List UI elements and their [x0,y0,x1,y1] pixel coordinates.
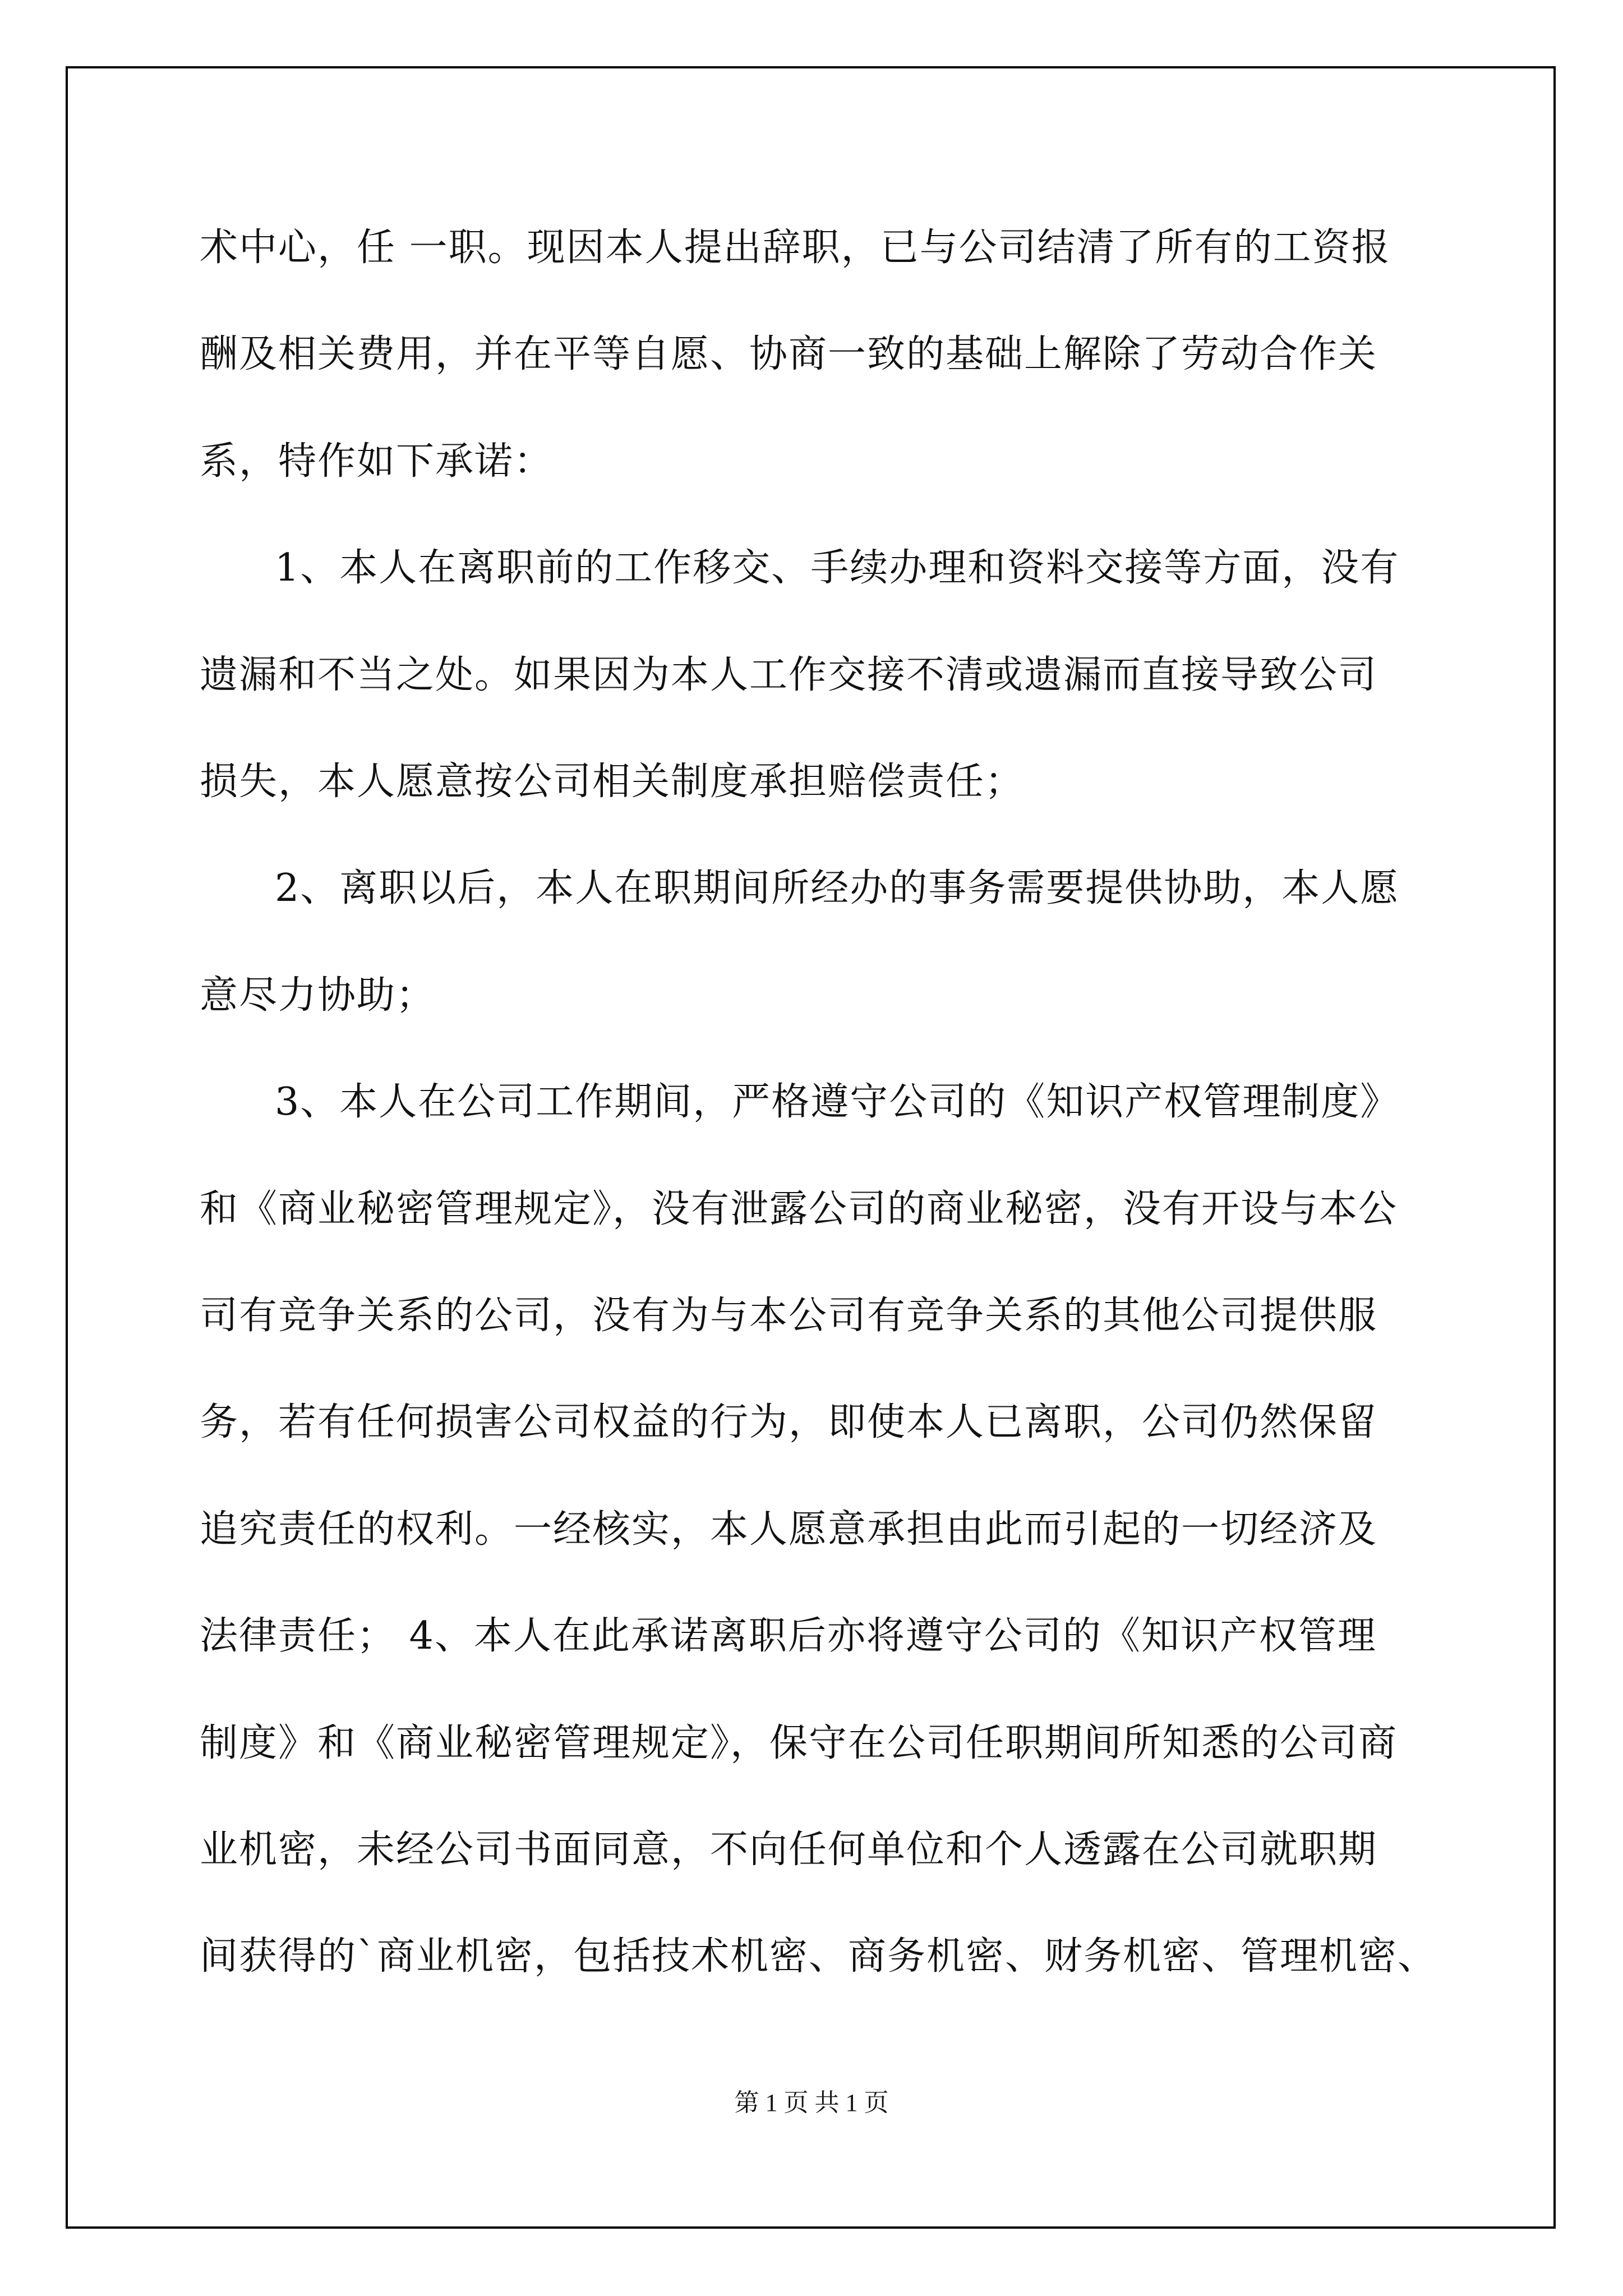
body-line-11: 司有竞争关系的公司，没有为与本公司有竞争关系的其他公司提供服 [200,1294,1378,1338]
body-line-5: 遗漏和不当之处。如果因为本人工作交接不清或遗漏而直接导致公司 [200,653,1378,697]
body-line-2: 酬及相关费用，并在平等自愿、协商一致的基础上解除了劳动合作关 [200,332,1378,376]
body-line-12: 务，若有任何损害公司权益的行为，即使本人已离职，公司仍然保留 [200,1400,1378,1444]
page-border [66,66,1556,2229]
body-line-13: 追究责任的权利。一经核实，本人愿意承担由此而引起的一切经济及 [200,1507,1378,1552]
body-line-1: 术中心，任 一职。现因本人提出辞职，已与公司结清了所有的工资报 [200,226,1391,270]
body-line-15: 制度》和《商业秘密管理规定》，保守在公司任职期间所知悉的公司商 [200,1721,1398,1765]
body-line-4: 1、本人在离职前的工作移交、手续办理和资料交接等方面，没有 [275,546,1400,590]
body-line-16: 业机密，未经公司书面同意，不向任何单位和个人透露在公司就职期 [200,1828,1378,1872]
body-line-6: 损失，本人愿意按公司相关制度承担赔偿责任； [200,760,1025,804]
body-line-3: 系，特作如下承诺： [200,439,554,484]
body-line-8: 意尽力协助； [200,973,436,1018]
body-line-17: 间获得的`商业机密，包括技术机密、商务机密、财务机密、管理机密、 [200,1934,1437,1978]
body-line-9: 3、本人在公司工作期间，严格遵守公司的《知识产权管理制度》 [275,1080,1400,1124]
page-number-footer: 第 1 页 共 1 页 [734,2089,889,2116]
body-line-14: 法律责任； 4、本人在此承诺离职后亦将遵守公司的《知识产权管理 [200,1614,1377,1658]
body-line-7: 2、离职以后，本人在职期间所经办的事务需要提供协助，本人愿 [275,866,1400,910]
body-line-10: 和《商业秘密管理规定》，没有泄露公司的商业秘密，没有开设与本公 [200,1187,1398,1231]
